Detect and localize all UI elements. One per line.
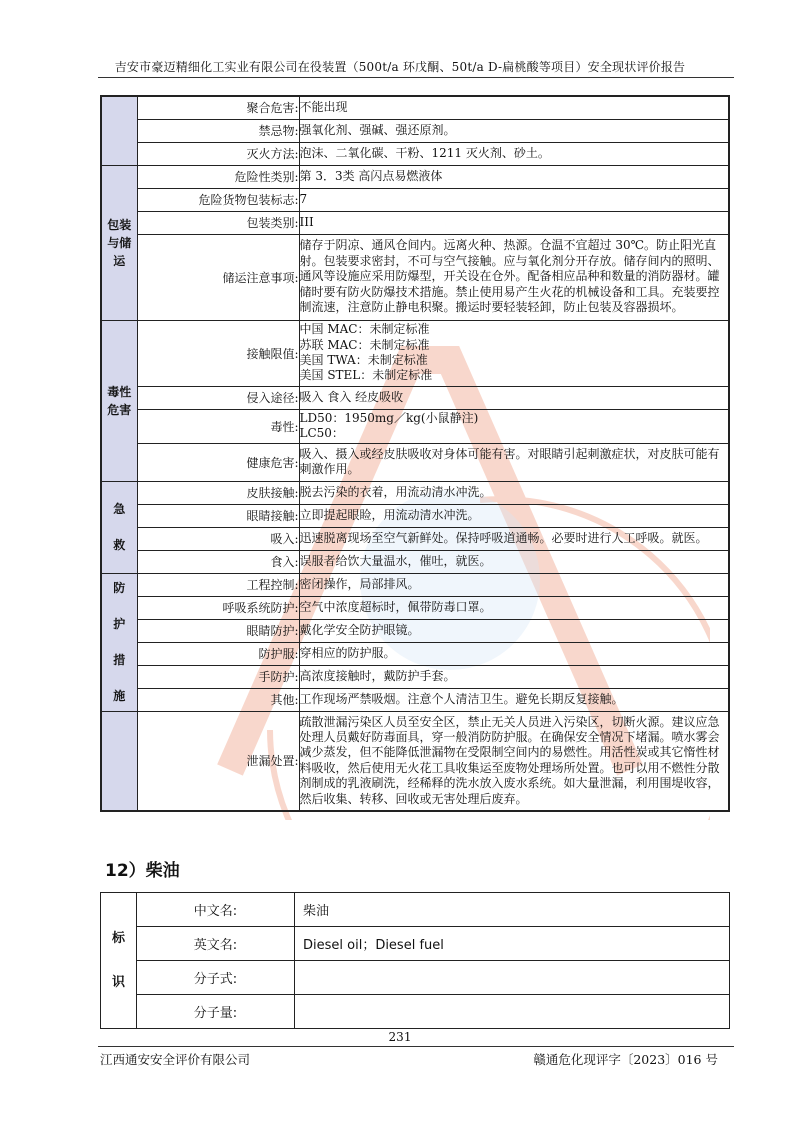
category-protection (101, 573, 137, 711)
value-package-mark: 7 (299, 188, 729, 211)
category-label-line: 运 (113, 253, 126, 268)
value-other: 工作现场严禁吸烟。注意个人清洁卫生。避免长期反复接触。 (299, 688, 729, 711)
category-label-line: 防 (113, 581, 126, 595)
exposure-limit-line: 美国 TWA：未制定标准 (299, 353, 428, 367)
value-package-class: III (299, 211, 729, 234)
category-label-line: 与储 (107, 235, 132, 250)
value-leak: 疏散泄漏污染区人员至安全区，禁止无关人员进入污染区，切断火源。建议应急处理人员戴好防毒面具，穿一般消防防护服。在确保安全情况下堵漏。喷水雾会减少蒸发，但不能降低泄漏物在受限制空间内的易燃性。用活性炭或其它惰性材料吸收，然后使用无火花工具收集运至废物处理场所处置。也可以用不燃性分散剂制成的乳液刷洗，经稀释的洗水放入废水系统。如大量泄漏，利用围堤收容，然后收集、转移、回收或无害处理后废弃。 (299, 711, 729, 811)
label-incompatible: 禁忌物: (137, 119, 299, 142)
section-title: 12）柴油 (105, 861, 180, 881)
footer-divider (98, 1046, 734, 1047)
toxicity-line: LD50：1950mg／kg(小鼠静注) (299, 410, 479, 425)
category-label-line: 标 (111, 930, 125, 946)
value-respiratory: 空气中浓度超标时，佩带防毒口罩。 (299, 596, 729, 619)
value-inhale: 迅速脱离现场至空气新鲜处。保持呼吸道通畅。必要时进行人工呼吸。就医。 (299, 527, 729, 550)
value-storage: 储存于阴凉、通风仓间内。远离火种、热源。仓温不宜超过 30℃。防止阳光直射。包装要求密封，不可与空气接触。应与氧化剂分开存放。储存间内的照明、通风等设施应采用防爆型，开关设在仓外。配备相应品种和数量的消防器材。罐储时要有防火防爆技术措施。禁止使用易产生火花的机械设备和工具。充装要控制流速，注意防止静电积聚。搬运时要轻装轻卸，防止包装及容器损坏。 (299, 234, 729, 320)
value-hand: 高浓度接触时，戴防护手套。 (299, 665, 729, 688)
label-eye-protect: 眼睛防护: (137, 619, 299, 642)
value-formula (295, 961, 730, 995)
category-identification (101, 893, 137, 1029)
category-label-line: 救 (113, 538, 126, 552)
value-route: 吸入 食入 经皮吸收 (299, 386, 729, 409)
label-toxicity: 毒性: (137, 409, 299, 443)
value-eye-protect: 戴化学安全防护眼镜。 (299, 619, 729, 642)
label-formula: 分子式: (137, 961, 295, 995)
label-package-mark: 危险货物包装标志: (137, 188, 299, 211)
category-label-line: 急 (113, 502, 126, 516)
label-eye: 眼睛接触: (137, 504, 299, 527)
label-skin: 皮肤接触: (137, 481, 299, 504)
identification-table (100, 892, 730, 1029)
label-chinese-name: 中文名: (137, 893, 295, 927)
exposure-limit-line: 苏联 MAC：未制定标准 (299, 337, 430, 352)
label-respiratory: 呼吸系统防护: (137, 596, 299, 619)
value-clothing: 穿相应的防护服。 (299, 642, 729, 665)
label-polymerization: 聚合危害: (137, 96, 299, 119)
value-polymerization: 不能出现 (299, 96, 729, 119)
value-engineering: 密闭操作，局部排风。 (299, 573, 729, 596)
label-exposure-limits: 接触限值: (137, 320, 299, 386)
label-clothing: 防护服: (137, 642, 299, 665)
category-label-line: 包装 (107, 217, 132, 232)
label-hand: 手防护: (137, 665, 299, 688)
category-label-line: 危害 (107, 402, 132, 417)
footer-doc-number: 赣通危化现评字〔2023〕016 号 (533, 1052, 718, 1067)
category-toxic-hazard (101, 320, 137, 481)
category-label-line: 施 (113, 689, 126, 703)
value-incompatible: 强氧化剂、强碱、强还原剂。 (299, 119, 729, 142)
value-skin: 脱去污染的衣着，用流动清水冲洗。 (299, 481, 729, 504)
label-molecular-weight: 分子量: (137, 995, 295, 1029)
label-hazard-class: 危险性类别: (137, 165, 299, 188)
category-label-line: 措 (113, 653, 126, 667)
exposure-limit-line: 美国 STEL：未制定标准 (299, 368, 433, 383)
value-extinguishing: 泡沫、二氧化碳、干粉、1211 灭火剂、砂土。 (299, 142, 729, 165)
label-leak: 泄漏处置: (137, 711, 299, 811)
category-first-aid (101, 481, 137, 573)
value-molecular-weight (295, 995, 730, 1029)
value-chinese-name: 柴油 (295, 893, 730, 927)
header-divider (98, 77, 734, 78)
value-hazard-class: 第 3．3类 高闪点易燃液体 (299, 165, 729, 188)
category-leak-blank (101, 711, 137, 811)
label-ingest: 食入: (137, 550, 299, 573)
label-english-name: 英文名: (137, 927, 295, 961)
label-extinguishing: 灭火方法: (137, 142, 299, 165)
label-storage: 储运注意事项: (137, 234, 299, 320)
category-label-line: 识 (111, 974, 125, 990)
category-label-line: 护 (113, 617, 126, 631)
report-header-title: 吉安市豪迈精细化工实业有限公司在役装置（500t/a 环戊酮、50t/a D-扁桃酸等项目）安全现状评价报告 (114, 60, 686, 74)
label-engineering: 工程控制: (137, 573, 299, 596)
label-inhale: 吸入: (137, 527, 299, 550)
category-package-storage (101, 165, 137, 320)
value-ingest: 误服者给饮大量温水，催吐，就医。 (299, 550, 729, 573)
label-health: 健康危害: (137, 443, 299, 481)
exposure-limit-line: 中国 MAC：未制定标准 (299, 322, 430, 337)
value-english-name: Diesel oil；Diesel fuel (295, 927, 730, 961)
value-health: 吸入、摄入或经皮肤吸收对身体可能有害。对眼睛引起刺激症状，对皮肤可能有刺激作用。 (299, 443, 729, 481)
msds-table (100, 95, 730, 812)
value-toxicity (299, 409, 729, 443)
value-eye: 立即提起眼睑，用流动清水冲洗。 (299, 504, 729, 527)
footer-company: 江西通安安全评价有限公司 (100, 1052, 251, 1067)
category-cell-prev (101, 96, 137, 165)
label-other: 其他: (137, 688, 299, 711)
label-route: 侵入途径: (137, 386, 299, 409)
page-number: 231 (388, 1030, 412, 1044)
value-exposure-limits (299, 320, 729, 386)
toxicity-line: LC50： (299, 426, 344, 440)
category-label-line: 毒性 (107, 384, 132, 399)
label-package-class: 包装类别: (137, 211, 299, 234)
